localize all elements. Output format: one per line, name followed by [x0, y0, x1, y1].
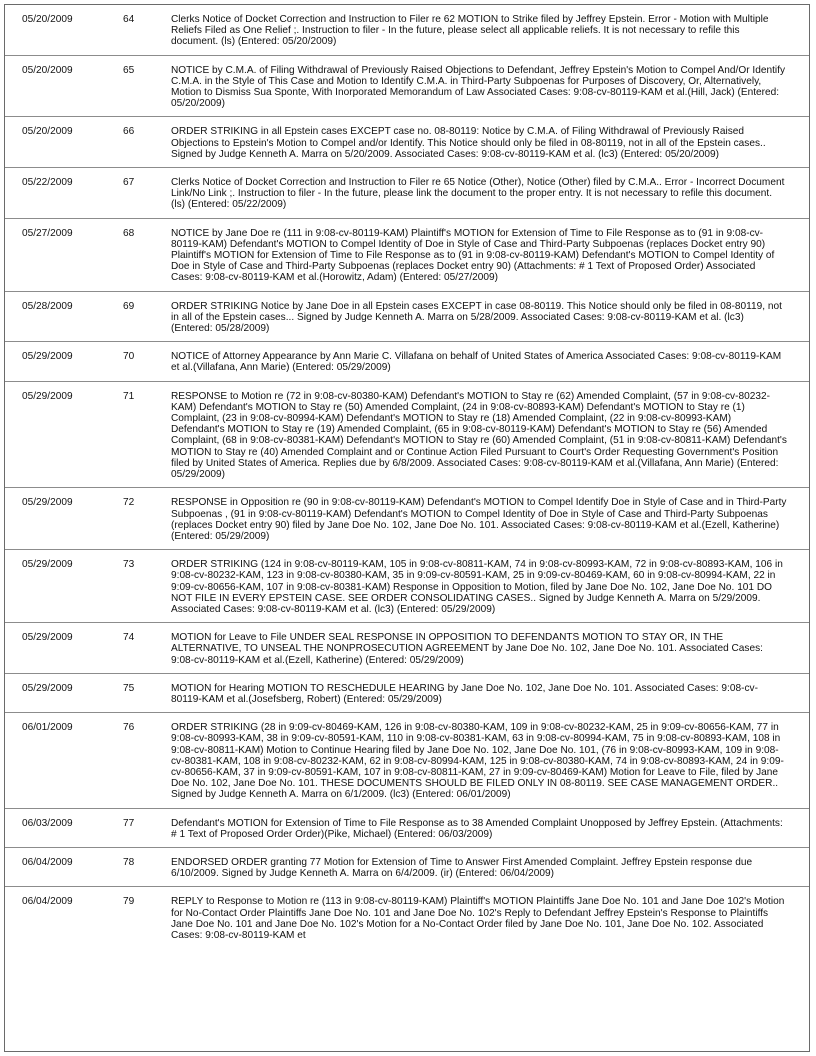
docket-entry-row — [5, 168, 809, 219]
docket-entry-number: 79 — [123, 896, 135, 908]
docket-entry-text: MOTION for Hearing MOTION TO RESCHEDULE HEARING by Jane Doe No. 102, Jane Doe No. 101. Associated Cases: 9:08-cv-80119-KAM et al.(Josefsberg, Robert) (Entered: 05/29/2009) — [169, 673, 809, 712]
docket-entry-number: 72 — [123, 488, 169, 550]
docket-entry-number: 68 — [123, 218, 169, 291]
docket-entry-row — [5, 342, 809, 381]
docket-entry-date: 05/20/2009 — [5, 55, 123, 117]
docket-entry-row — [5, 808, 809, 847]
docket-entry-date: 05/29/2009 — [5, 381, 123, 488]
docket-entry-date: 05/29/2009 — [5, 550, 123, 623]
docket-entry-row — [5, 291, 809, 342]
docket-entry-text: Clerks Notice of Docket Correction and Instruction to Filer re 62 MOTION to Strike filed by Jeffrey Epstein. Error - Motion with Multiple Reliefs Filed as One Relief ;. Instruction to filer - In the future, please select all applicable reliefs. It is not necessary to refile this document. (ls) (Entered: 05/20/2009) — [169, 5, 809, 55]
docket-entry-date: 06/04/2009 — [22, 896, 73, 908]
docket-entry-row — [5, 887, 809, 948]
docket-entry-number: 75 — [123, 673, 169, 712]
docket-table — [5, 5, 809, 948]
docket-entry-number: 74 — [123, 623, 169, 674]
docket-entry-number: 78 — [123, 847, 169, 886]
docket-entry-number: 77 — [123, 808, 169, 847]
docket-entry-text: MOTION for Leave to File UNDER SEAL RESPONSE IN OPPOSITION TO DEFENDANTS MOTION TO STAY OR, IN THE ALTERNATIVE, TO UNSEAL THE NONPROSECUTION AGREEMENT by Jane Doe No. 102, Jane Doe No. 101. Associated Cases: 9:08-cv-80119-KAM et al.(Ezell, Katherine) (Entered: 05/29/2009) — [169, 623, 809, 674]
docket-table-body — [5, 5, 809, 948]
docket-entry-date: 05/29/2009 — [5, 488, 123, 550]
docket-entry-text: ENDORSED ORDER granting 77 Motion for Extension of Time to Answer First Amended Complaint. Jeffrey Epstein response due 6/10/2009. Signed by Judge Kenneth A. Marra on 6/4/2009. (ir) (Entered: 06/04/2009) — [169, 847, 809, 886]
docket-entry-date: 06/01/2009 — [5, 713, 123, 808]
docket-entry-number: 70 — [123, 342, 169, 381]
docket-entry-text: ORDER STRIKING (124 in 9:08-cv-80119-KAM, 105 in 9:08-cv-80811-KAM, 74 in 9:08-cv-80993-KAM, 72 in 9:08-cv-80893-KAM, 106 in 9:08-cv-80232-KAM, 123 in 9:08-cv-80380-KAM, 35 in 9:09-cv-80591-KAM, 25 in 9:09-cv-80469-KAM, 60 in 9:08-cv-80994-KAM, 22 in 9:09-cv-80656-KAM, 107 in 9:08-cv-80381-KAM) Response in Opposition to Motion, filed by Jane Doe No. 102, Jane Doe No. 101 DO NOT FILE IN EVERY EPSTEIN CASE. SEE ORDER CONSOLIDATING CASES.. Signed by Judge Kenneth A. Marra on 5/29/2009. Associated Cases: 9:08-cv-80119-KAM et al. (lc3) (Entered: 05/29/2009) — [169, 550, 809, 623]
docket-entry-text: ORDER STRIKING Notice by Jane Doe in all Epstein cases EXCEPT in case 08-80119. This Notice should only be filed in 08-80119, not in all of the Epstein cases... Signed by Judge Kenneth A. Marra on 5/28/2009. Associated Cases: 9:08-cv-80119-KAM et al. (lc3) (Entered: 05/28/2009) — [169, 291, 809, 342]
docket-entry-date: 05/29/2009 — [5, 623, 123, 674]
docket-entry-row — [5, 381, 809, 488]
docket-entry-text: NOTICE by Jane Doe re (111 in 9:08-cv-80119-KAM) Plaintiff's MOTION for Extension of Time to File Response as to (91 in 9:08-cv-80119-KAM) Defendant's MOTION to Compel Identity of Doe in Style of Case and Third-Party Subpoenas (replaces Docket entry 90) Plaintiff's MOTION for Extension of Time to File Response as to (91 in 9:08-cv-80119-KAM) Defendant's MOTION to Compel Identity of Doe in Style of Case and Third-Party Subpoenas (replaces Docket entry 90) (Attachments: # 1 Text of Proposed Order) Associated Cases: 9:08-cv-80119-KAM et al.(Horowitz, Adam) (Entered: 05/27/2009) — [169, 218, 809, 291]
docket-entry-number: 76 — [123, 713, 169, 808]
docket-entry-text: REPLY to Response to Motion re (113 in 9:08-cv-80119-KAM) Plaintiff's MOTION Plaintiffs Jane Doe No. 101 and Jane Doe 102's Motion for No-Contact Order Plaintiffs Jane Doe No. 101 and Jane Doe No. 102's Reply to Defendant Jeffrey Epstein's Response to Plaintiffs Jane Doe No. 101 and Jane Doe No. 102's Motion for a No-Contact Order filed by Jane Doe No. 101, Jane Doe No. 102. Associated Cases: 9:08-cv-80119-KAM et — [171, 896, 785, 941]
docket-entry-row — [5, 218, 809, 291]
docket-entry-row — [5, 623, 809, 674]
docket-entry-row — [5, 673, 809, 712]
docket-entry-text: ORDER STRIKING (28 in 9:09-cv-80469-KAM, 126 in 9:08-cv-80380-KAM, 109 in 9:08-cv-80232-KAM, 25 in 9:09-cv-80656-KAM, 77 in 9:08-cv-80993-KAM, 38 in 9:09-cv-80591-KAM, 110 in 9:08-cv-80381-KAM, 63 in 9:08-cv-80994-KAM, 75 in 9:08-cv-80893-KAM, 108 in 9:08-cv-80811-KAM) Motion to Continue Hearing filed by Jane Doe No. 102, Jane Doe No. 101, (76 in 9:08-cv-80993-KAM, 109 in 9:08-cv-80381-KAM, 108 in 9:08-cv-80232-KAM, 62 in 9:08-cv-80994-KAM, 125 in 9:08-cv-80380-KAM, 74 in 9:08-cv-80893-KAM, 24 in 9:09-cv-80656-KAM, 37 in 9:09-cv-80591-KAM, 107 in 9:08-cv-80811-KAM, 27 in 9:09-cv-80469-KAM) Motion for Leave to File, filed by Jane Doe No. 102, Jane Doe No. 101. THESE DOCUMENTS SHOULD BE FILED ONLY IN 08-80119. SEE CASE MANAGEMENT ORDER.. Signed by Judge Kenneth A. Marra on 6/1/2009. (lc3) (Entered: 06/01/2009) — [169, 713, 809, 808]
docket-entry-row — [5, 55, 809, 117]
docket-entry-row — [5, 713, 809, 808]
docket-entry-date: 05/29/2009 — [5, 673, 123, 712]
docket-entry-row — [5, 5, 809, 55]
docket-entry-date: 05/27/2009 — [5, 218, 123, 291]
docket-entry-number: 67 — [123, 168, 169, 219]
docket-entry-date: 06/04/2009 — [5, 847, 123, 886]
docket-entry-row — [5, 117, 809, 168]
docket-entry-number: 64 — [123, 5, 169, 55]
docket-page — [4, 4, 810, 1052]
docket-entry-row — [5, 488, 809, 550]
docket-entry-text: Defendant's MOTION for Extension of Time to File Response as to 38 Amended Complaint Unopposed by Jeffrey Epstein. (Attachments: # 1 Text of Proposed Order Order)(Pike, Michael) (Entered: 06/03/2009) — [169, 808, 809, 847]
docket-entry-date: 06/03/2009 — [5, 808, 123, 847]
docket-entry-number: 69 — [123, 291, 169, 342]
docket-entry-number: 73 — [123, 550, 169, 623]
docket-entry-date: 05/28/2009 — [5, 291, 123, 342]
docket-entry-date: 05/22/2009 — [5, 168, 123, 219]
docket-entry-text: ORDER STRIKING in all Epstein cases EXCEPT case no. 08-80119: Notice by C.M.A. of Filing Withdrawal of Previously Raised Objections to Epstein's Motion to Compel and/or Identify. This Notice should only be filed in 08-80119, not in all of the Epstein cases.. Signed by Judge Kenneth A. Marra on 5/20/2009. Associated Cases: 9:08-cv-80119-KAM et al. (lc3) (Entered: 05/20/2009) — [169, 117, 809, 168]
docket-entry-date: 05/20/2009 — [5, 117, 123, 168]
docket-entry-number: 66 — [123, 117, 169, 168]
docket-entry-date: 05/29/2009 — [5, 342, 123, 381]
docket-entry-text: RESPONSE to Motion re (72 in 9:08-cv-80380-KAM) Defendant's MOTION to Stay re (62) Amended Complaint, (57 in 9:08-cv-80232-KAM) Defendant's MOTION to Stay re (50) Amended Complaint, (24 in 9:08-cv-80893-KAM) Defendant's MOTION to Stay re (1) Complaint, (23 in 9:08-cv-80994-KAM) Defendant's MOTION to Stay re (18) Amended Complaint, (22 in 9:08-cv-80993-KAM) Defendant's MOTION to Stay re (19) Amended Complaint, (65 in 9:08-cv-80119-KAM) Defendant's MOTION to Stay re (56) Amended Complaint, (68 in 9:08-cv-80381-KAM) Defendant's MOTION to Stay re (60) Amended Complaint, (51 in 9:08-cv-80811-KAM) Defendant's MOTION to Stay re (40) Amended Complaint and or Continue Action Filed Pursuant to Court's Order Requesting Government's Position filed by United States of America. Replies due by 6/8/2009. Associated Cases: 9:08-cv-80119-KAM et al.(Villafana, Ann Marie) (Entered: 05/29/2009) — [169, 381, 809, 488]
docket-entry-number: 65 — [123, 55, 169, 117]
docket-entry-date: 05/20/2009 — [5, 5, 123, 55]
docket-entry-number: 71 — [123, 381, 169, 488]
docket-entry-text: Clerks Notice of Docket Correction and Instruction to Filer re 65 Notice (Other), Notice (Other) filed by C.M.A.. Error - Incorrect Document Link/No Link ;. Instruction to filer - In the future, please link the document to the proper entry. It is not necessary to refile this document. (ls) (Entered: 05/22/2009) — [169, 168, 809, 219]
docket-entry-text: NOTICE of Attorney Appearance by Ann Marie C. Villafana on behalf of United States of America Associated Cases: 9:08-cv-80119-KAM et al.(Villafana, Ann Marie) (Entered: 05/29/2009) — [169, 342, 809, 381]
docket-entry-row — [5, 550, 809, 623]
docket-entry-text: RESPONSE in Opposition re (90 in 9:08-cv-80119-KAM) Defendant's MOTION to Compel Identify Doe in Style of Case and in Third-Party Subpoenas , (91 in 9:08-cv-80119-KAM) Defendant's MOTION to Compel Identity of Doe in Style of Case and Third-Party Subpoenas (replaces Docket entry 90) filed by Jane Doe No. 102, Jane Doe No. 101. Associated Cases: 9:08-cv-80119-KAM et al.(Ezell, Katherine) (Entered: 05/29/2009) — [169, 488, 809, 550]
docket-entry-text: NOTICE by C.M.A. of Filing Withdrawal of Previously Raised Objections to Defendant, Jeffrey Epstein's Motion to Compel And/Or Identify C.M.A. in the Style of This Case and Motion to Identify C.M.A. in Third-Party Subpoenas for Purposes of Discovery, Or, Alternatively, Motion to Dismiss Sua Sponte, With Inorporated Memorandum of Law Associated Cases: 9:08-cv-80119-KAM et al.(Hill, Jack) (Entered: 05/20/2009) — [169, 55, 809, 117]
docket-entry-row — [5, 847, 809, 886]
